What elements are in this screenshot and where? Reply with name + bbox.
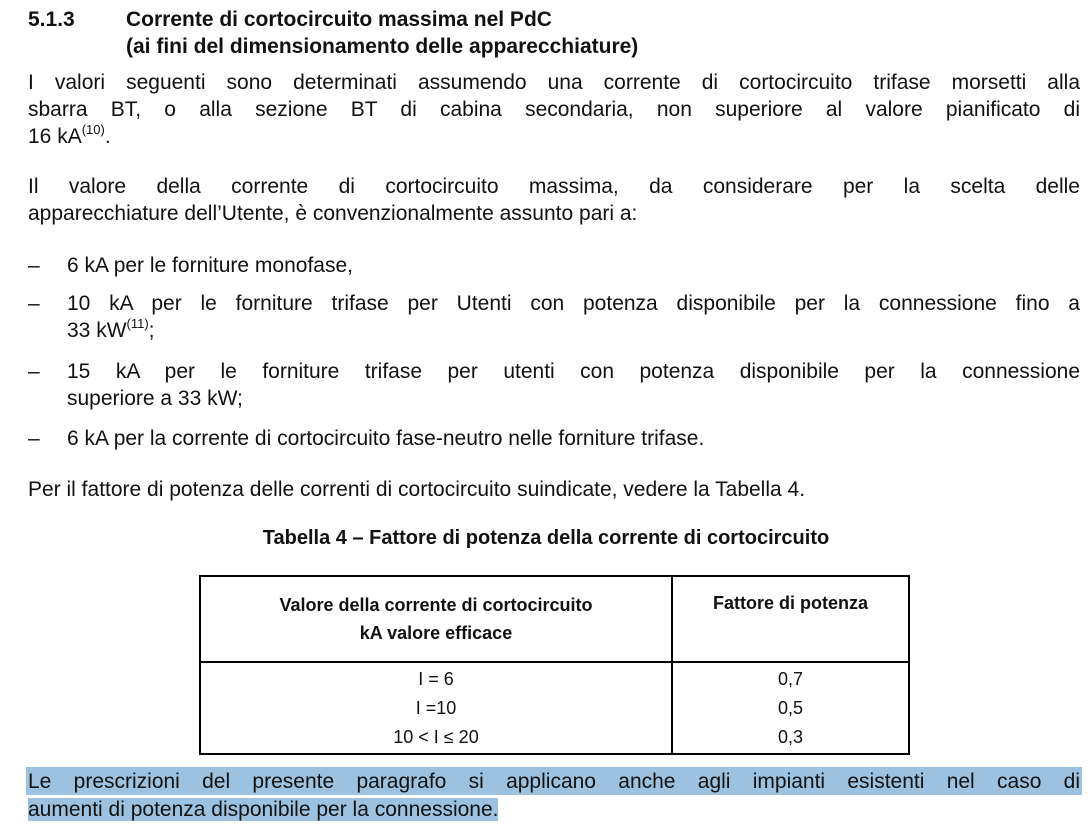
section-title-line2: (ai fini del dimensionamento delle apparecchiature) [126, 35, 639, 58]
paragraph-existing-installations[interactable] [28, 768, 1080, 824]
paragraph4-line2-text: aumenti di potenza disponibile per la connessione. [28, 798, 499, 821]
bullet-line1: 10 kA per le forniture trifase per Utenti con potenza disponibile per la connessione fino a [67, 292, 1080, 315]
bullet-item-trifase-over-33kw [28, 358, 1080, 412]
period: . [104, 125, 111, 148]
bullet-dash: – [28, 360, 40, 383]
paragraph-conventional-value [28, 173, 1080, 227]
cell-value: 0,3 [777, 726, 804, 747]
table-header-current [200, 576, 672, 662]
paragraph1-line1: I valori seguenti sono determinati assumendo una corrente di cortocircuito trifase morsetti alla [28, 71, 1080, 94]
footnote-ref-10[interactable]: (10) [81, 122, 105, 137]
value-33kw: 33 kW [67, 319, 127, 342]
section-title-line1: Corrente di cortocircuito massima nel PdC [126, 8, 552, 31]
bullet-line2: superiore a 33 kW; [67, 387, 243, 410]
cell-value: 0,5 [777, 697, 804, 718]
value-16ka: 16 kA [28, 125, 82, 148]
bullet-text: 6 kA per la corrente di cortocircuito fase-neutro nelle forniture trifase. [67, 427, 705, 450]
cell-value: 0,7 [777, 668, 804, 689]
table-header-row [200, 576, 909, 662]
semicolon: ; [148, 319, 155, 342]
cell-value: I = 6 [418, 668, 454, 689]
table-row [200, 662, 909, 754]
bullet-text [67, 290, 1080, 344]
section-number: 5.1.3 [28, 8, 75, 31]
power-factor-table [199, 575, 910, 755]
table-cell-power-factor [672, 662, 909, 754]
footnote-ref-11[interactable]: (11) [126, 316, 149, 331]
cell-value: 10 < I ≤ 20 [393, 726, 479, 747]
paragraph4-line2 [28, 796, 1080, 824]
paragraph2-line1: Il valore della corrente di cortocircuito massima, da considerare per la scelta delle [28, 175, 1080, 198]
bullet-text: 6 kA per le forniture monofase, [67, 254, 353, 277]
header-line2: kA valore efficace [359, 623, 513, 643]
bullet-item-monofase [28, 252, 1080, 279]
paragraph4-line1: Le prescrizioni del presente paragrafo si applicano anche agli impianti esistenti nel caso di [28, 770, 1080, 793]
section-heading [28, 6, 1080, 62]
bullet-line2 [67, 317, 1080, 344]
bullet-dash: – [28, 292, 40, 315]
header-line1: Valore della corrente di cortocircuito [279, 595, 593, 615]
paragraph-power-factor-ref: Per il fattore di potenza delle correnti di cortocircuito suindicate, vedere la Tabella 4. [28, 478, 806, 501]
bullet-item-fase-neutro [28, 425, 1080, 452]
header-text: Fattore di potenza [712, 593, 868, 613]
paragraph1-line2: sbarra BT, o alla sezione BT di cabina secondaria, non superiore al valore pianificato di [28, 98, 1080, 121]
bullet-dash: – [28, 254, 40, 277]
paragraph-short-circuit-values [28, 69, 1080, 150]
bullet-text [67, 358, 1080, 412]
bullet-dash: – [28, 427, 40, 450]
cell-value: I =10 [415, 697, 457, 718]
table-header-power-factor [672, 576, 909, 662]
table-caption: Tabella 4 – Fattore di potenza della corrente di cortocircuito [262, 527, 830, 549]
table-cell-current [200, 662, 672, 754]
paragraph2-line2: apparecchiature dell’Utente, è convenzionalmente assunto pari a: [28, 202, 638, 225]
paragraph1-line3 [28, 123, 1080, 150]
bullet-line1: 15 kA per le forniture trifase per utenti con potenza disponibile per la connessione [67, 360, 1080, 383]
bullet-item-trifase-33kw [28, 290, 1080, 344]
